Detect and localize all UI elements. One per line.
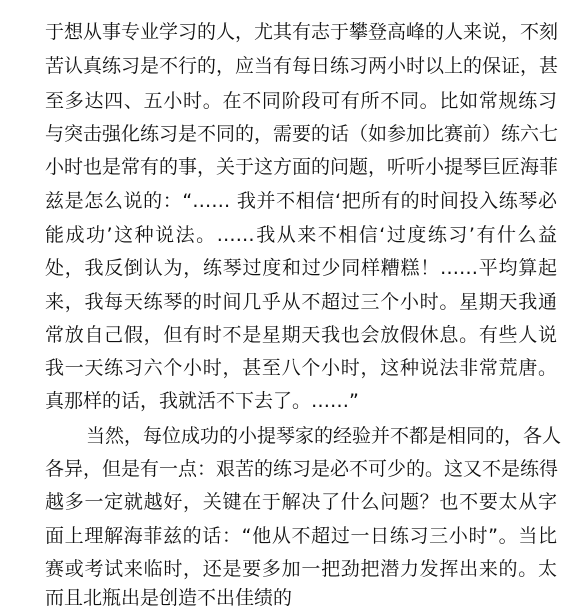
text-line: 能成功’这种说法。……我从来不相信‘过度练习’有什么益 <box>45 224 557 246</box>
text-line: 而且北瓶出是创造不出佳绩的 <box>45 587 293 609</box>
text-line: 常放自己假，但有时不是星期天我也会放假休息。有些人说 <box>45 324 557 346</box>
text-line: 小时也是常有的事，关于这方面的问题，听听小提琴巨匠海菲 <box>45 156 559 178</box>
text-line: 越多一定就越好，关键在于解决了什么问题？也不要太从字 <box>45 491 557 513</box>
text-line: 至多达四、五小时。在不同阶段可有所不同。比如常规练习 <box>45 90 557 112</box>
text-line: 真那样的话，我就活不下去了。……” <box>45 390 359 412</box>
text-line: 苦认真练习是不行的，应当有每日练习两小时以上的保证，甚 <box>45 55 559 77</box>
text-line: 面上理解海菲兹的话：“他从不超过一日练习三小时”。当比 <box>45 525 557 547</box>
text-line: 处，我反倒认为，练琴过度和过少同样糟糕！……平均算起 <box>45 257 557 279</box>
text-line: 各异，但是有一点：艰苦的练习是必不可少的。这又不是练得 <box>45 458 559 480</box>
text-line: 我一天练习六个小时，甚至八个小时，这种说法非常荒唐。 <box>45 357 557 379</box>
text-line: 与突击强化练习是不同的，需要的话（如参加比赛前）练六七 <box>45 123 559 145</box>
text-line: 于想从事专业学习的人，尤其有志于攀登高峰的人来说，不刻 <box>45 21 559 43</box>
text-line: 当然，每位成功的小提琴家的经验并不都是相同的，各人 <box>86 425 562 447</box>
text-line: 来，我每天练琴的时间几乎从不超过三个小时。星期天我通 <box>45 291 557 313</box>
text-line: 兹是怎么说的：“…… 我并不相信‘把所有的时间投入练琴必 <box>45 190 557 212</box>
text-line: 赛或考试来临时，还是要多加一把劲把潜力发挥出来的。太 <box>45 558 557 580</box>
